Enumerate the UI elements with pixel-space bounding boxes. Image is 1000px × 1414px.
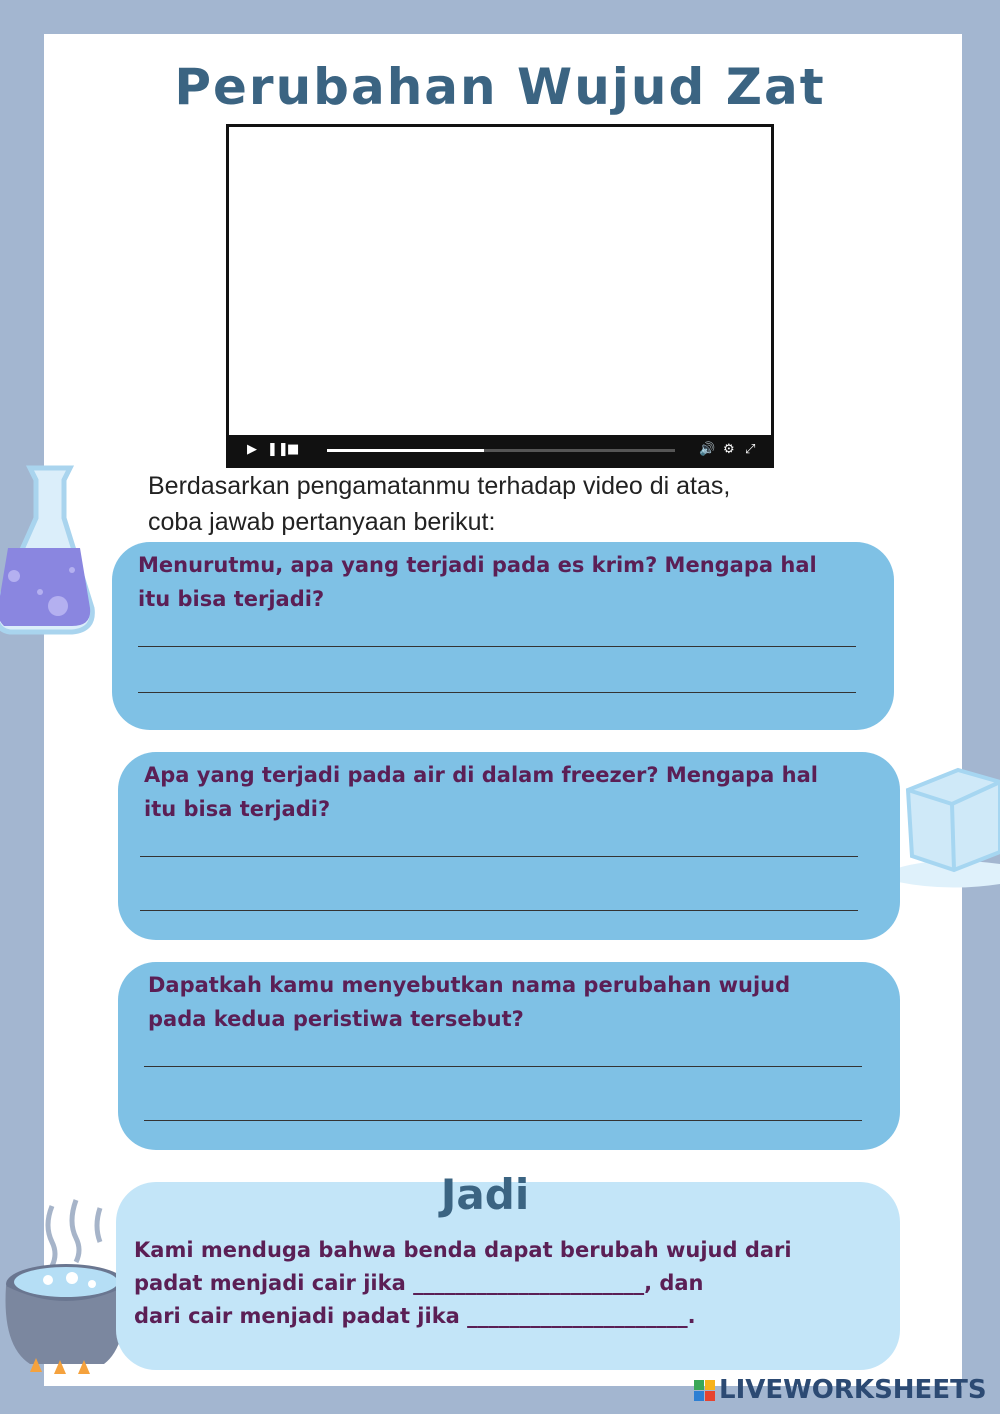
settings-icon[interactable]: ⚙ [723,442,735,457]
question-3-line-2: pada kedua peristiwa tersebut? [148,1007,524,1031]
stop-icon[interactable]: ■ [287,442,300,457]
liveworksheets-logo [694,1374,987,1406]
conclusion-line-3[interactable]: dari cair menjadi padat jika _____________________. [134,1304,696,1328]
question-1 [138,548,817,616]
conclusion-line-1: Kami menduga bahwa benda dapat berubah wujud dari [134,1238,792,1262]
video-progress-track[interactable] [327,449,675,452]
instructions-line-2: coba jawab pertanyaan berikut: [148,508,496,536]
video-control-bar [229,435,771,465]
boiling-pot-icon [0,1196,130,1392]
instructions-line-1: Berdasarkan pengamatanmu terhadap video di atas, [148,472,731,500]
volume-icon[interactable]: 🔊 [699,442,716,457]
video-progress-fill [327,449,484,452]
conclusion-line-2[interactable]: padat menjadi cair jika ______________________, dan [134,1271,704,1295]
conclusion-text [134,1234,894,1333]
answer-line-2a[interactable] [140,856,858,857]
pause-icon[interactable]: ❚❚ [267,442,289,457]
fullscreen-icon[interactable]: ⤢ [745,442,756,457]
question-2-line-2: itu bisa terjadi? [144,797,331,821]
question-2 [144,758,818,826]
flask-icon [0,458,96,638]
conclusion-title: Jadi [440,1170,530,1219]
question-3-line-1: Dapatkah kamu menyebutkan nama perubahan wujud [148,973,791,997]
play-icon[interactable]: ▶ [247,442,257,457]
instructions [148,468,868,540]
question-1-line-1: Menurutmu, apa yang terjadi pada es krim? Mengapa hal [138,553,817,577]
video-player[interactable] [226,124,774,468]
question-1-line-2: itu bisa terjadi? [138,587,325,611]
question-2-line-1: Apa yang terjadi pada air di dalam freezer? Mengapa hal [144,763,818,787]
answer-line-3b[interactable] [144,1120,862,1121]
page-title: Perubahan Wujud Zat [174,58,826,116]
logo-text: LIVEWORKSHEETS [719,1375,987,1405]
question-3 [148,968,790,1036]
answer-line-2b[interactable] [140,910,858,911]
answer-line-1a[interactable] [138,646,856,647]
ice-cube-icon [898,760,1000,890]
logo-mark-icon [694,1380,715,1401]
answer-line-3a[interactable] [144,1066,862,1067]
answer-line-1b[interactable] [138,692,856,693]
